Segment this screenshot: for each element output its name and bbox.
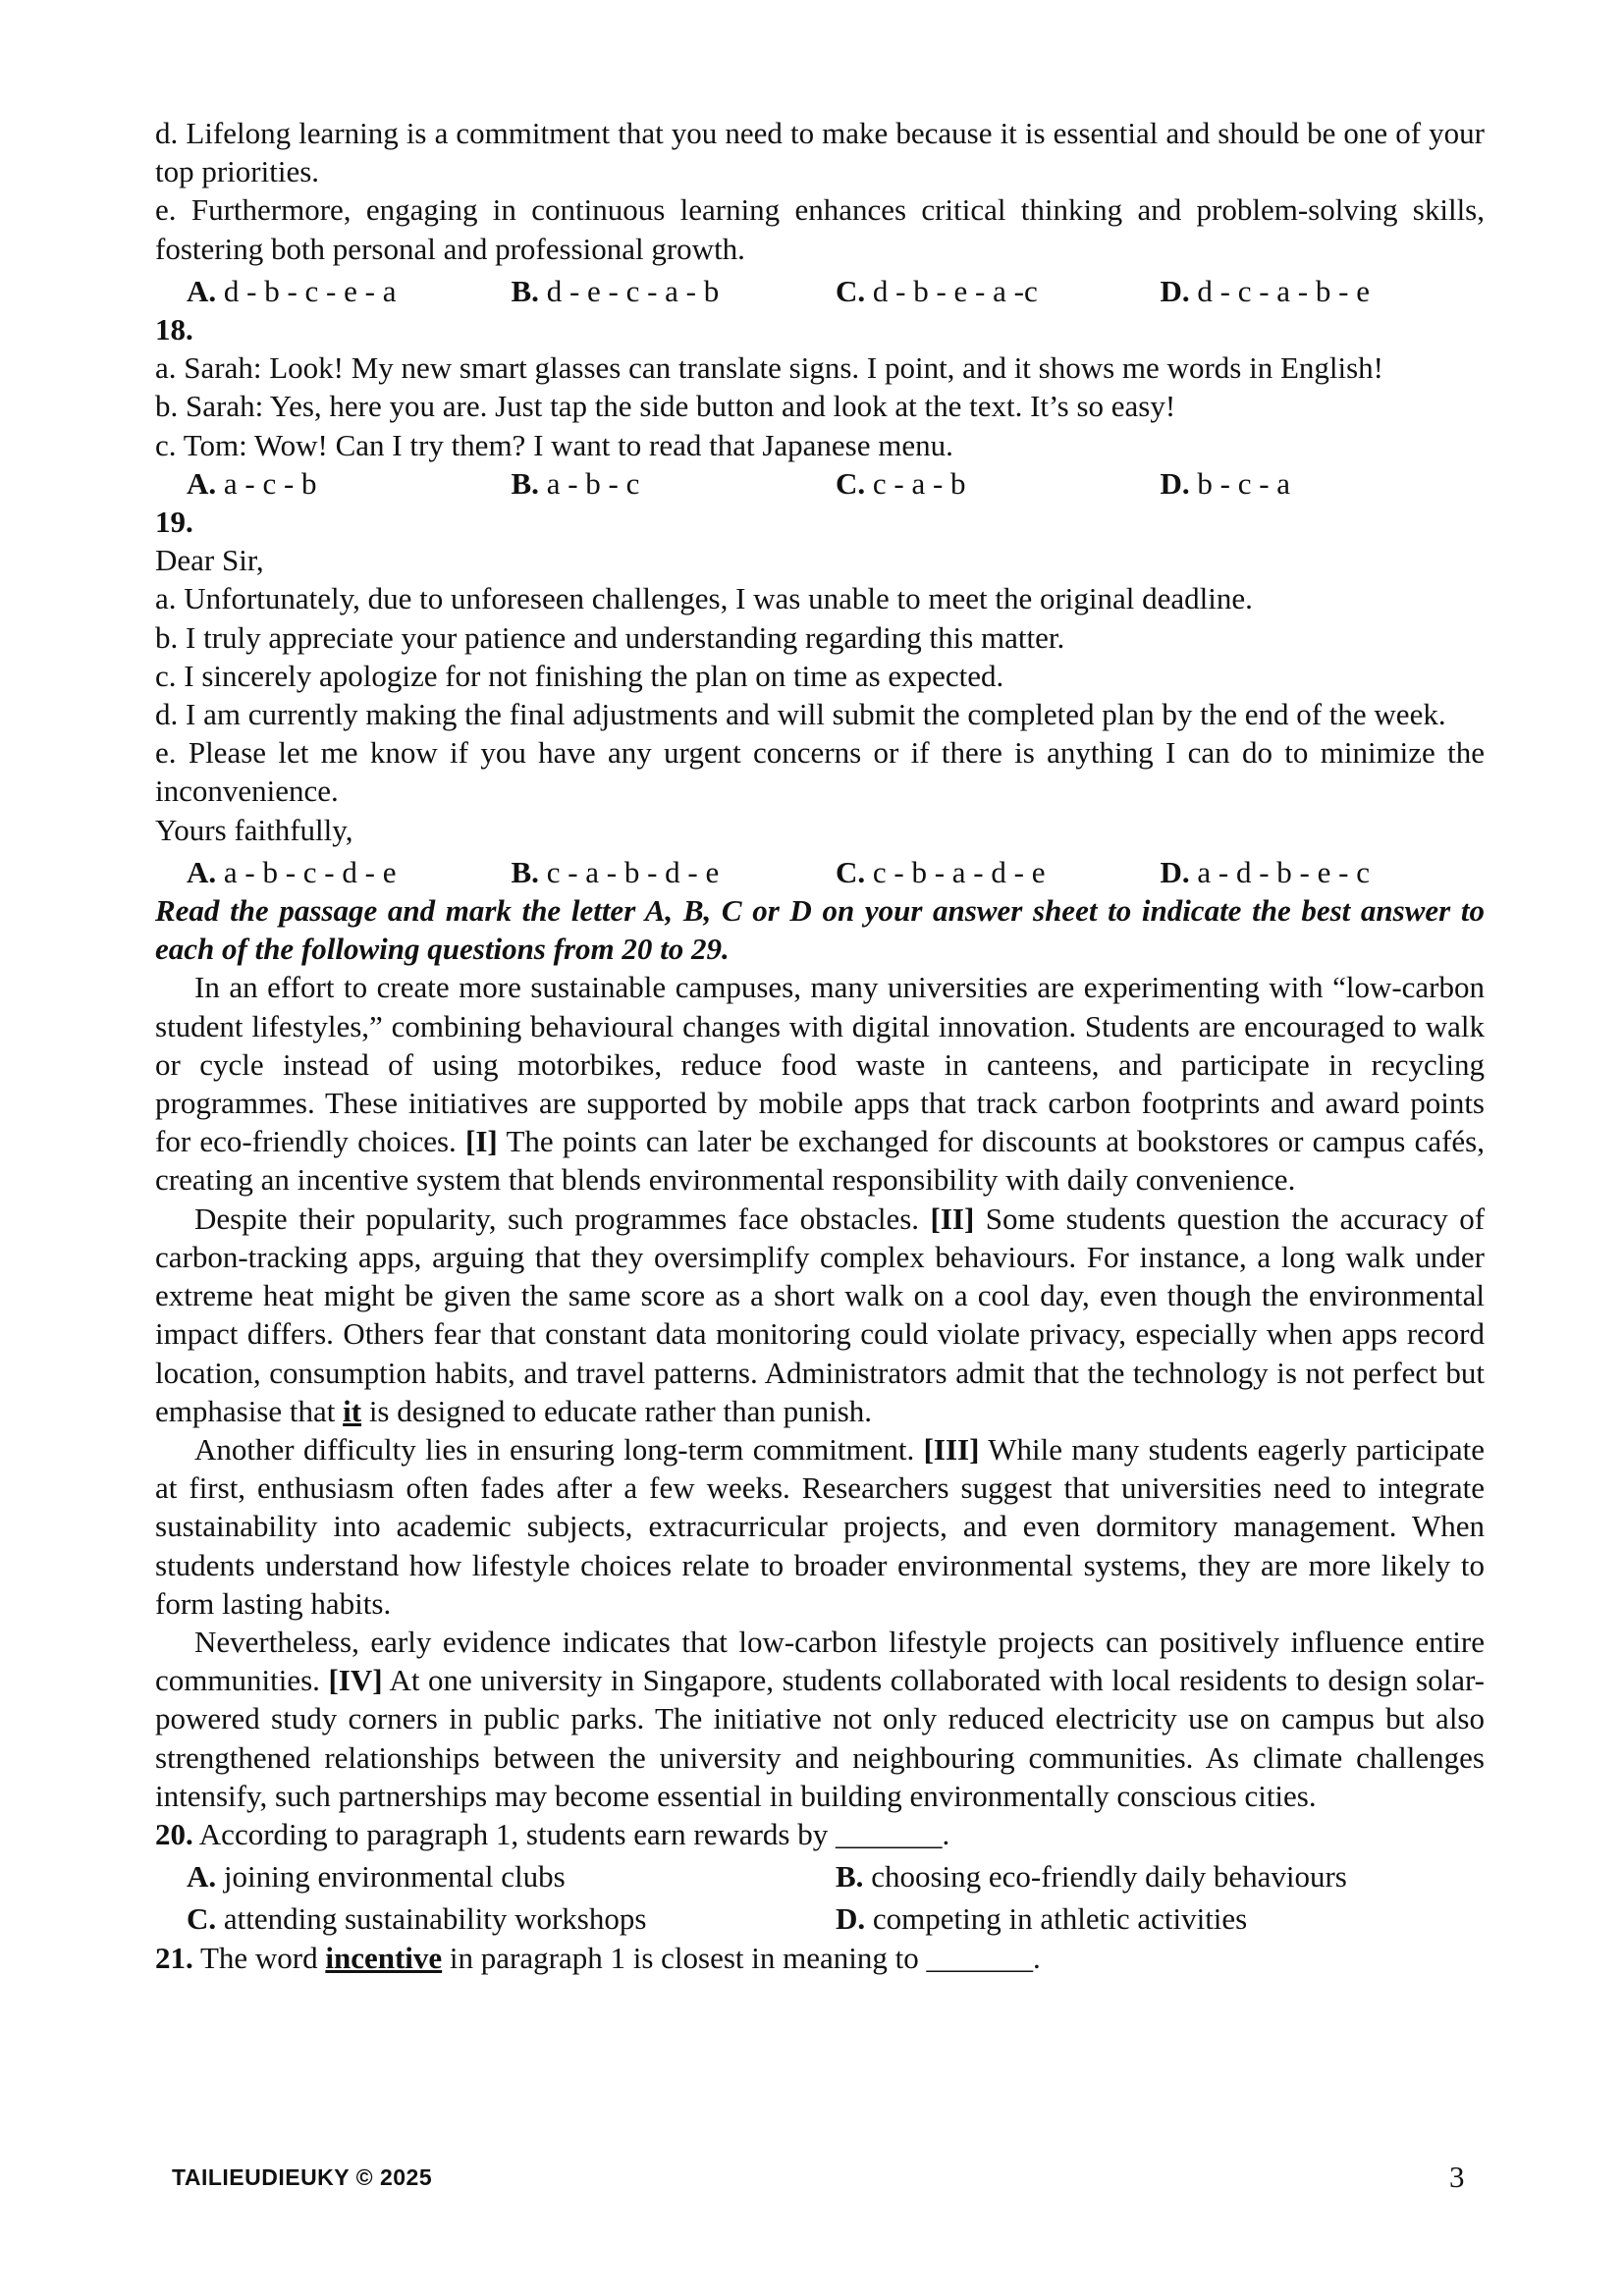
page-content <box>155 114 1485 1977</box>
option-text: a - c - b <box>223 465 317 501</box>
q18-option-d[interactable] <box>1161 464 1486 503</box>
q20-stem <box>155 1815 1485 1853</box>
q21-stem <box>155 1939 1485 1977</box>
q18-option-b[interactable] <box>512 464 837 503</box>
q20-stem-text: According to paragraph 1, students earn rewards by _______. <box>198 1816 950 1851</box>
option-text: a - b - c - d - e <box>223 854 397 889</box>
q21-stem-text: The word <box>199 1940 318 1975</box>
q19-salutation: Dear Sir, <box>155 543 264 578</box>
q19-option-a[interactable] <box>187 853 512 891</box>
option-text: d - e - c - a - b <box>546 273 720 308</box>
passage-paragraph-3 <box>155 1430 1485 1623</box>
passage-text: Despite their popularity, such programmes face obstacles. <box>194 1201 920 1236</box>
option-text: joining environmental clubs <box>223 1859 566 1895</box>
q19-line-e: e. Please let me know if you have any urgent concerns or if there is anything I can do to minimize the inconvenience. <box>155 735 1485 809</box>
q19-option-d[interactable] <box>1161 853 1486 891</box>
q18-option-a[interactable] <box>187 464 512 503</box>
q19-line-a: a. Unfortunately, due to unforeseen challenges, I was unable to meet the original deadline. <box>155 581 1253 616</box>
q19-line-b: b. I truly appreciate your patience and understanding regarding this matter. <box>155 619 1065 655</box>
passage-text: In an effort to create more sustainable campuses, many universities are experimenting with “low-carbon student lifestyles,” combining behavioural changes with digital innovation. Students are encouraged to walk or cycle instead of using motorbikes, reduce food waste in canteens, and participate in recycling programmes. These initiatives are supported by mobile apps that track carbon footprints and award points for eco-friendly choices. <box>155 970 1485 1159</box>
option-text: d - b - c - e - a <box>223 273 397 308</box>
q20-option-d[interactable] <box>836 1899 1485 1938</box>
footer-brand: TAILIEUDIEUKY © 2025 <box>172 2164 433 2190</box>
q17-option-c[interactable] <box>836 272 1161 310</box>
option-text: choosing eco-friendly daily behaviours <box>871 1859 1347 1895</box>
option-text: b - c - a <box>1197 465 1291 501</box>
q18-line-a: a. Sarah: Look! My new smart glasses can translate signs. I point, and it shows me words in English! <box>155 350 1383 386</box>
passage-text: is designed to educate rather than punish. <box>368 1393 873 1428</box>
option-letter: A. <box>187 273 217 308</box>
option-text: c - b - a - d - e <box>872 854 1046 889</box>
option-letter: B. <box>511 465 539 501</box>
option-text: c - a - b - d - e <box>546 854 720 889</box>
option-text: d - c - a - b - e <box>1197 273 1370 308</box>
q19-line-c: c. I sincerely apologize for not finishing the plan on time as expected. <box>155 658 1004 693</box>
q19-option-b[interactable] <box>512 853 837 891</box>
option-letter: D. <box>1160 465 1190 501</box>
q19-line-d: d. I am currently making the final adjustments and will submit the completed plan by the end of the week. <box>155 697 1446 732</box>
option-letter: C. <box>836 273 866 308</box>
option-text: a - b - c <box>546 465 640 501</box>
option-text: attending sustainability workshops <box>223 1901 647 1937</box>
option-letter: A. <box>187 1859 217 1895</box>
option-letter: C. <box>187 1901 217 1937</box>
passage-paragraph-1 <box>155 968 1485 1199</box>
option-letter: B. <box>511 854 539 889</box>
q17-option-a[interactable] <box>187 272 512 310</box>
option-letter: B. <box>836 1859 864 1895</box>
insert-marker-iv: [IV] <box>328 1663 383 1698</box>
q19-closing: Yours faithfully, <box>155 812 353 847</box>
option-letter: D. <box>1160 854 1190 889</box>
q20-number: 20. <box>155 1816 193 1851</box>
q19-option-c[interactable] <box>836 853 1161 891</box>
q21-stem-text: in paragraph 1 is closest in meaning to _______. <box>449 1940 1041 1975</box>
q20-option-b[interactable] <box>836 1857 1485 1896</box>
q18-options <box>155 464 1485 503</box>
passage-text: The points can later be exchanged for discounts at bookstores or campus cafés, creating an incentive system that blends environmental responsibility with daily convenience. <box>155 1124 1485 1198</box>
q20-options-row-1 <box>155 1857 1485 1896</box>
q19-number: 19. <box>155 505 193 540</box>
q20-option-a[interactable] <box>187 1857 836 1896</box>
passage-text: Nevertheless, early evidence indicates that low-carbon lifestyle projects can positively influence entire communities. <box>155 1624 1485 1698</box>
passage-text: At one university in Singapore, students collaborated with local residents to design solar- powered study corners in public parks. The initiative not only reduced electricity use on campus but also strengthened relationships between the university and neighbouring communities. As climate challenges intensify, such partnerships may become essential in building environmentally conscious cities. <box>155 1663 1486 1813</box>
underlined-word-incentive: incentive <box>325 1940 443 1975</box>
q17-item-d: d. Lifelong learning is a commitment that you need to make because it is essential and should be one of your top priorities. <box>155 116 1485 189</box>
q18-option-c[interactable] <box>836 464 1161 503</box>
q18-line-b: b. Sarah: Yes, here you are. Just tap the side button and look at the text. It’s so easy! <box>155 389 1176 424</box>
option-letter: A. <box>187 465 217 501</box>
q17-option-b[interactable] <box>512 272 837 310</box>
option-letter: C. <box>836 854 866 889</box>
q17-item-e: e. Furthermore, engaging in continuous learning enhances critical thinking and problem-solving skills, fostering both personal and professional growth. <box>155 192 1485 266</box>
reading-instruction: Read the passage and mark the letter A, B, C or D on your answer sheet to indicate the best answer to each of the following questions from 20 to 29. <box>155 893 1485 967</box>
option-letter: B. <box>511 273 539 308</box>
insert-marker-iii: [III] <box>923 1431 980 1467</box>
insert-marker-i: [I] <box>465 1124 498 1159</box>
option-letter: D. <box>836 1901 866 1937</box>
option-text: c - a - b <box>872 465 966 501</box>
q18-line-c: c. Tom: Wow! Can I try them? I want to read that Japanese menu. <box>155 427 953 462</box>
q20-option-c[interactable] <box>187 1899 836 1938</box>
q21-number: 21. <box>155 1940 193 1975</box>
passage-paragraph-4 <box>155 1623 1485 1815</box>
insert-marker-ii: [II] <box>930 1201 975 1236</box>
q19-options <box>155 853 1485 891</box>
q17-options <box>155 272 1485 310</box>
option-letter: A. <box>187 854 217 889</box>
page-number: 3 <box>1449 2160 1465 2194</box>
option-text: a - d - b - e - c <box>1197 854 1370 889</box>
option-letter: C. <box>836 465 866 501</box>
option-letter: D. <box>1160 273 1190 308</box>
option-text: competing in athletic activities <box>872 1901 1248 1937</box>
passage-text: Another difficulty lies in ensuring long-term commitment. <box>194 1431 915 1467</box>
q18-number: 18. <box>155 312 193 347</box>
passage-paragraph-2 <box>155 1200 1485 1430</box>
option-text: d - b - e - a -c <box>872 273 1038 308</box>
underlined-word-it: it <box>343 1393 362 1428</box>
q17-option-d[interactable] <box>1161 272 1486 310</box>
q20-options-row-2 <box>155 1899 1485 1938</box>
passage-text: Some students question the accuracy of carbon-tracking apps, arguing that they oversimplify complex behaviours. For instance, a long walk under extreme heat might be given the same score as a short walk on a cool day, even though the environmental impact differs. Others fear that constant data monitoring could violate privacy, especially when apps record location, consumption habits, and travel patterns. Administrators admit that the technology is not perfect but emphasise that <box>155 1201 1486 1428</box>
passage-text: While many students eagerly participate at first, enthusiasm often fades after a few weeks. Researchers suggest that universities need to integrate sustainability into academic subjects, extracurricular projects, and even dormitory management. When students understand how lifestyle choices relate to broader environmental systems, they are more likely to form lasting habits. <box>155 1431 1485 1621</box>
